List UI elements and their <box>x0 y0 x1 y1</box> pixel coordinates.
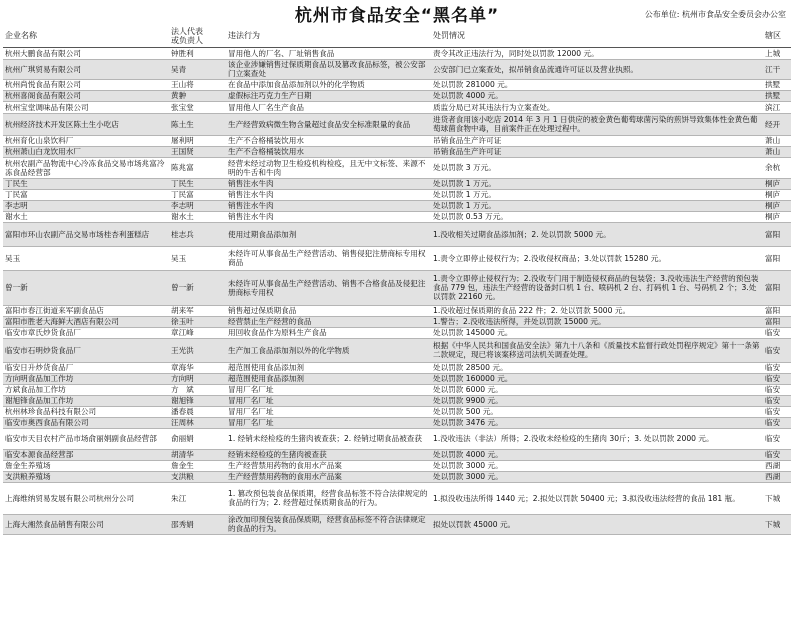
cell-representative: 章海华 <box>169 362 226 373</box>
header-penalty: 处罚情况 <box>431 25 763 47</box>
cell-penalty: 处以罚款 1 万元。 <box>431 189 763 200</box>
table-row <box>3 146 791 157</box>
cell-penalty: 处以罚款 6000 元。 <box>431 384 763 395</box>
cell-representative: 吴青 <box>169 59 226 79</box>
table-row <box>3 460 791 471</box>
cell-representative: 胡清华 <box>169 449 226 460</box>
cell-violation: 销售注水牛肉 <box>226 178 431 189</box>
cell-violation: 生产加工食品添加剂以外的化学物质 <box>226 338 431 362</box>
cell-penalty: 处以罚款 1 万元。 <box>431 178 763 189</box>
cell-district: 经开 <box>763 113 791 135</box>
cell-company: 丁民生 <box>3 178 169 189</box>
cell-company: 富阳市环山农副产品交易市场桂杏利蛋糕店 <box>3 222 169 246</box>
cell-company: 李志明 <box>3 200 169 211</box>
cell-penalty: 处以罚款 500 元。 <box>431 406 763 417</box>
cell-district: 桐庐 <box>763 211 791 222</box>
cell-company: 詹金生养殖场 <box>3 460 169 471</box>
cell-penalty: 处以罚款 1 万元。 <box>431 200 763 211</box>
cell-penalty: 根据《中华人民共和国食品安全法》第九十八条和《质量技术监督行政处罚程序规定》第十一条第二款规定，现已将该案移送司法机关调查处理。 <box>431 338 763 362</box>
table-row <box>3 59 791 79</box>
cell-district: 滨江 <box>763 101 791 113</box>
cell-district: 临安 <box>763 327 791 338</box>
cell-representative: 陈土生 <box>169 113 226 135</box>
cell-representative: 徐玉叶 <box>169 316 226 327</box>
table-row <box>3 428 791 449</box>
cell-penalty: 吊销食品生产许可证 <box>431 146 763 157</box>
cell-penalty: 处以罚款 160000 元。 <box>431 373 763 384</box>
cell-penalty: 处以罚款 4000 元。 <box>431 90 763 101</box>
cell-representative: 张宝堂 <box>169 101 226 113</box>
header-representative: 法人代表 或负责人 <box>169 25 226 47</box>
cell-representative: 朱江 <box>169 482 226 514</box>
blacklist-table <box>3 25 791 535</box>
cell-company: 杭州农副产品物流中心冷冻食品交易市场兆富冷冻食品经营部 <box>3 157 169 178</box>
cell-penalty: 处以罚款 9900 元。 <box>431 395 763 406</box>
cell-violation: 销售注水牛肉 <box>226 211 431 222</box>
cell-company: 杭州大鹏食品有限公司 <box>3 47 169 59</box>
cell-penalty: 处以罚款 3000 元。 <box>431 471 763 482</box>
table-row <box>3 384 791 395</box>
cell-representative: 王光洪 <box>169 338 226 362</box>
cell-district: 临安 <box>763 373 791 384</box>
table-row <box>3 101 791 113</box>
cell-district: 临安 <box>763 428 791 449</box>
cell-violation: 未经许可从事食品生产经营活动、销售侵犯注册商标专用权商品 <box>226 246 431 270</box>
table-row <box>3 417 791 428</box>
cell-representative: 黄翀 <box>169 90 226 101</box>
cell-district: 临安 <box>763 338 791 362</box>
cell-representative: 谢水土 <box>169 211 226 222</box>
table-row <box>3 246 791 270</box>
cell-company: 富阳市胜老大海鲜大酒店有限公司 <box>3 316 169 327</box>
cell-violation: 超范围使用食品添加剂 <box>226 362 431 373</box>
cell-representative: 丁民生 <box>169 178 226 189</box>
cell-representative: 曾一新 <box>169 270 226 305</box>
cell-company: 临安市石明炒货食品厂 <box>3 338 169 362</box>
cell-district: 临安 <box>763 449 791 460</box>
cell-district: 桐庐 <box>763 200 791 211</box>
cell-penalty: 处以罚款 3000 元。 <box>431 460 763 471</box>
cell-penalty: 责令其改正违法行为，同时处以罚款 12000 元。 <box>431 47 763 59</box>
cell-representative: 方向明 <box>169 373 226 384</box>
cell-representative: 詹金生 <box>169 460 226 471</box>
table-row <box>3 338 791 362</box>
table-row <box>3 211 791 222</box>
cell-violation: 未经许可从事食品生产经营活动、销售不合格食品及侵犯注册商标专用权 <box>226 270 431 305</box>
cell-district: 余杭 <box>763 157 791 178</box>
cell-representative: 吴玉 <box>169 246 226 270</box>
cell-representative: 王国贤 <box>169 146 226 157</box>
cell-company: 临安市奥西食品有限公司 <box>3 417 169 428</box>
cell-company: 吴玉 <box>3 246 169 270</box>
cell-penalty: 处以罚款 281000 元。 <box>431 79 763 90</box>
cell-district: 拱墅 <box>763 90 791 101</box>
cell-penalty: 处以罚款 145000 元。 <box>431 327 763 338</box>
table-row <box>3 406 791 417</box>
cell-violation: 1. 篡改预包装食品保质期，经营食品标签不符合法律规定的食品的行为；2. 经营超过保质期食品的行为。 <box>226 482 431 514</box>
cell-representative: 支洪粮 <box>169 471 226 482</box>
cell-company: 杭州经济技术开发区陈土生小吃店 <box>3 113 169 135</box>
cell-representative: 钟胜利 <box>169 47 226 59</box>
cell-company: 杭州喜阁食品有限公司 <box>3 90 169 101</box>
table-row <box>3 189 791 200</box>
cell-district: 下城 <box>763 514 791 534</box>
cell-company: 临安本源食品经营部 <box>3 449 169 460</box>
cell-penalty: 拟处以罚款 45000 元。 <box>431 514 763 534</box>
cell-violation: 生产不合格桶装饮用水 <box>226 146 431 157</box>
cell-company: 方斌食品加工作坊 <box>3 384 169 395</box>
cell-district: 富阳 <box>763 305 791 316</box>
header-company: 企业名称 <box>3 25 169 47</box>
cell-district: 上城 <box>763 47 791 59</box>
cell-violation: 经营禁止生产经营的食品 <box>226 316 431 327</box>
cell-penalty: 1.没收违法（非法）所得；2.没收未经检疫的生猪肉 30斤；3. 处以罚款 2000 元。 <box>431 428 763 449</box>
cell-company: 谢旭锋食品加工作坊 <box>3 395 169 406</box>
cell-penalty: 处以罚款 3476 元。 <box>431 417 763 428</box>
table-row <box>3 316 791 327</box>
cell-violation: 冒用厂名厂址 <box>226 395 431 406</box>
cell-company: 上海维纳贸易发展有限公司杭州分公司 <box>3 482 169 514</box>
cell-company: 临安市章氏炒货食品厂 <box>3 327 169 338</box>
cell-district: 桐庐 <box>763 178 791 189</box>
table-row <box>3 222 791 246</box>
cell-representative: 王山将 <box>169 79 226 90</box>
cell-district: 临安 <box>763 362 791 373</box>
table-row <box>3 327 791 338</box>
cell-company: 杭州广琪贸易有限公司 <box>3 59 169 79</box>
table-row <box>3 90 791 101</box>
cell-penalty: 1.没收超过保质期的食品 222 件；2. 处以罚款 5000 元。 <box>431 305 763 316</box>
cell-penalty: 公安部门已立案查处，拟吊销食品流通许可证以及营业执照。 <box>431 59 763 79</box>
cell-representative: 陈兆富 <box>169 157 226 178</box>
cell-violation: 经营未经过动物卫生检疫机构检疫，且无中文标签、来源不明的牛舌和牛肉 <box>226 157 431 178</box>
cell-penalty: 1.警告；2.没收违法所得，并处以罚款 15000 元。 <box>431 316 763 327</box>
cell-representative: 屠利明 <box>169 135 226 146</box>
cell-violation: 销售注水牛肉 <box>226 200 431 211</box>
table-row <box>3 79 791 90</box>
cell-representative: 汪周林 <box>169 417 226 428</box>
cell-penalty: 进货者食用该小吃店 2014 年 3 月 1 日供应的被金黄色葡萄球菌污染的煎饼导致集体性金黄色葡萄球菌食物中毒，目前案件正在处理过程中。 <box>431 113 763 135</box>
table-row <box>3 113 791 135</box>
cell-company: 杭州萧山白龙饮用水厂 <box>3 146 169 157</box>
cell-penalty: 质监分局已对其违法行为立案查处。 <box>431 101 763 113</box>
cell-district: 萧山 <box>763 135 791 146</box>
cell-district: 临安 <box>763 395 791 406</box>
table-row <box>3 471 791 482</box>
cell-penalty: 处以罚款 0.53 万元。 <box>431 211 763 222</box>
table-row <box>3 362 791 373</box>
cell-penalty: 1.没收相关过期食品添加剂；2. 处以罚款 5000 元。 <box>431 222 763 246</box>
table-header-row <box>3 25 791 47</box>
cell-violation: 冒用他人厂名生产食品 <box>226 101 431 113</box>
cell-representative: 胡来军 <box>169 305 226 316</box>
table-row <box>3 135 791 146</box>
cell-penalty: 吊销食品生产许可证 <box>431 135 763 146</box>
cell-company: 丁民富 <box>3 189 169 200</box>
cell-violation: 冒用厂名厂址 <box>226 406 431 417</box>
cell-district: 富阳 <box>763 270 791 305</box>
cell-violation: 冒用他人的厂名、厂址销售食品 <box>226 47 431 59</box>
cell-district: 临安 <box>763 406 791 417</box>
cell-company: 支洪粮养殖场 <box>3 471 169 482</box>
cell-district: 下城 <box>763 482 791 514</box>
publisher-note: 公布单位: 杭州市食品安全委员会办公室 <box>644 10 786 19</box>
table-row <box>3 395 791 406</box>
cell-representative: 潘春晨 <box>169 406 226 417</box>
cell-violation: 涂改加印预包装食品保质期，经营食品标签不符合法律规定的食品的行为。 <box>226 514 431 534</box>
cell-violation: 使用过期食品添加剂 <box>226 222 431 246</box>
cell-company: 上海大湘然食品销售有限公司 <box>3 514 169 534</box>
cell-representative: 李志明 <box>169 200 226 211</box>
cell-violation: 生产经营禁用药物的食用水产品案 <box>226 460 431 471</box>
table-row <box>3 305 791 316</box>
cell-district: 临安 <box>763 417 791 428</box>
cell-representative: 谢旭锋 <box>169 395 226 406</box>
cell-district: 富阳 <box>763 246 791 270</box>
cell-company: 谢水土 <box>3 211 169 222</box>
table-row <box>3 482 791 514</box>
cell-penalty: 处以罚款 3 万元。 <box>431 157 763 178</box>
cell-violation: 生产经营致病微生物含量超过食品安全标准限量的食品 <box>226 113 431 135</box>
cell-representative: 邵秀娟 <box>169 514 226 534</box>
table-row <box>3 449 791 460</box>
cell-company: 杭州宝堂调味品有限公司 <box>3 101 169 113</box>
cell-penalty: 1.拟没收违法所得 1440 元；2.拟处以罚款 50400 元；3.拟没收违法经营的食品 181 瓶。 <box>431 482 763 514</box>
cell-violation: 超范围使用食品添加剂 <box>226 373 431 384</box>
table-row <box>3 47 791 59</box>
cell-violation: 该企业涉嫌销售过保质期食品以及篡改食品标签，被公安部门立案查处 <box>226 59 431 79</box>
cell-district: 桐庐 <box>763 189 791 200</box>
table-row <box>3 157 791 178</box>
cell-representative: 桂志兵 <box>169 222 226 246</box>
cell-district: 西湖 <box>763 471 791 482</box>
cell-district: 萧山 <box>763 146 791 157</box>
cell-violation: 在食品中添加食品添加剂以外的化学物质 <box>226 79 431 90</box>
cell-company: 方向明食品加工作坊 <box>3 373 169 384</box>
cell-penalty: 处以罚款 28500 元。 <box>431 362 763 373</box>
cell-district: 富阳 <box>763 316 791 327</box>
table-row <box>3 270 791 305</box>
cell-district: 富阳 <box>763 222 791 246</box>
cell-company: 杭州林珍食品科技有限公司 <box>3 406 169 417</box>
cell-district: 西湖 <box>763 460 791 471</box>
cell-penalty: 1.责令立即停止侵权行为；2.没收专门用于制造侵权商品的包装袋；3.没收违法生产经营的预包装食品 779 包，违法生产经营的设备封口机 1 台、喷码机 2 台、打码机 1 台、号码机 2 个；3.处以罚款 22160 元。 <box>431 270 763 305</box>
table-row <box>3 200 791 211</box>
cell-violation: 销售超过保质期食品 <box>226 305 431 316</box>
table-row <box>3 514 791 534</box>
cell-violation: 生产经营禁用药物的食用水产品案 <box>226 471 431 482</box>
cell-violation: 冒用厂名厂址 <box>226 417 431 428</box>
cell-violation: 用回收食品作为原料生产食品 <box>226 327 431 338</box>
cell-violation: 虚假标注巧克力生产日期 <box>226 90 431 101</box>
cell-violation: 1. 经销未经检疫的生猪肉被查获；2. 经销过期食品被查获 <box>226 428 431 449</box>
cell-company: 杭州尚悦食品有限公司 <box>3 79 169 90</box>
cell-penalty: 1.责令立即停止侵权行为；2.没收侵权商品；3.处以罚款 15280 元。 <box>431 246 763 270</box>
cell-company: 临安市天目农村产品市场俞丽娟副食品经营部 <box>3 428 169 449</box>
cell-penalty: 处以罚款 4000 元。 <box>431 449 763 460</box>
cell-representative: 方 斌 <box>169 384 226 395</box>
cell-company: 杭州育化山泉饮料厂 <box>3 135 169 146</box>
cell-representative: 章江峰 <box>169 327 226 338</box>
cell-representative: 丁民富 <box>169 189 226 200</box>
cell-company: 曾一新 <box>3 270 169 305</box>
cell-representative: 俞丽娟 <box>169 428 226 449</box>
cell-district: 临安 <box>763 384 791 395</box>
table-row <box>3 178 791 189</box>
cell-violation: 经销未经检疫的生猪肉被查获 <box>226 449 431 460</box>
cell-violation: 生产不合格桶装饮用水 <box>226 135 431 146</box>
cell-violation: 冒用厂名厂址 <box>226 384 431 395</box>
header-violation: 违法行为 <box>226 25 431 47</box>
table-row <box>3 373 791 384</box>
header-district: 辖区 <box>763 25 791 47</box>
cell-district: 拱墅 <box>763 79 791 90</box>
cell-company: 富阳市春江街道来军副食品店 <box>3 305 169 316</box>
cell-district: 江干 <box>763 59 791 79</box>
cell-company: 临安日升炒货食品厂 <box>3 362 169 373</box>
page-title: 杭州市食品安全“黑名单” <box>294 6 500 26</box>
cell-violation: 销售注水牛肉 <box>226 189 431 200</box>
